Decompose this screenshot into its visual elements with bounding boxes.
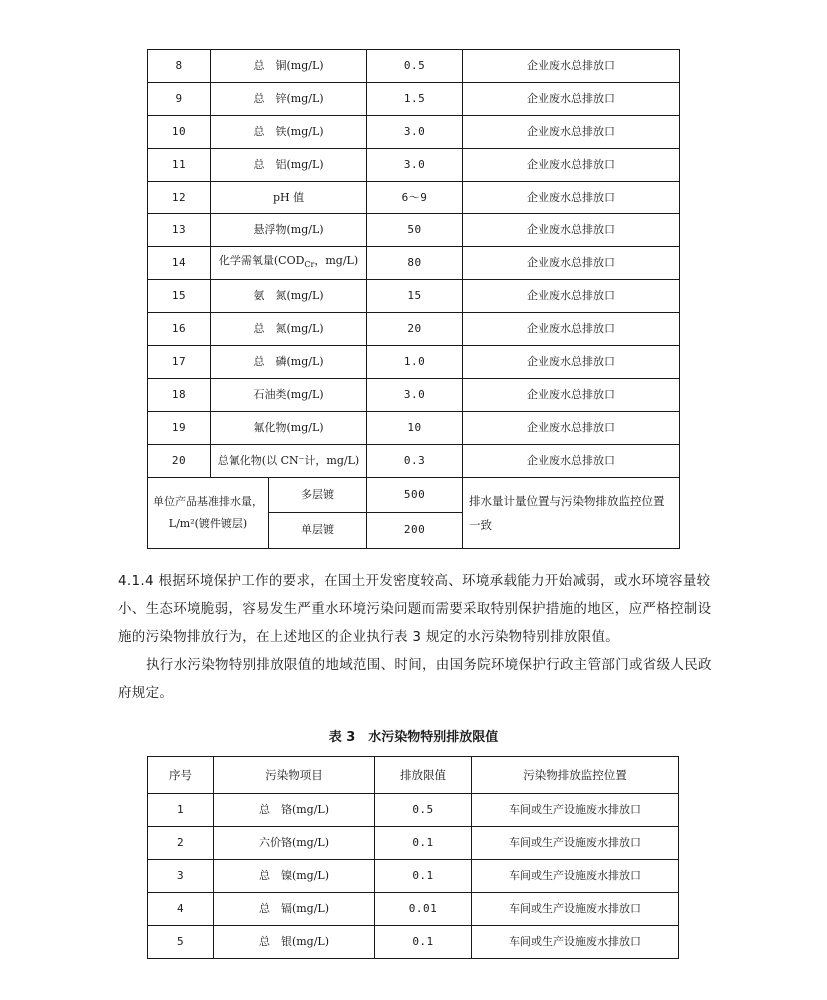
cell-no: 19 — [148, 411, 211, 444]
cell-location: 企业废水总排放口 — [463, 313, 680, 346]
cell-no: 4 — [148, 893, 214, 926]
cell-no: 12 — [148, 181, 211, 214]
cell-item: 总 铜(mg/L) — [211, 50, 367, 83]
table-row — [148, 247, 680, 280]
special-discharge-limits-table — [147, 756, 679, 959]
table-row — [148, 893, 679, 926]
table-row — [148, 860, 679, 893]
table-row — [148, 148, 680, 181]
cell-location: 企业废水总排放口 — [463, 115, 680, 148]
table-row — [148, 444, 680, 477]
cell-limit: 1.5 — [367, 82, 463, 115]
table-row — [148, 411, 680, 444]
header-item: 污染物项目 — [214, 757, 375, 794]
cell-location: 车间或生产设施废水排放口 — [472, 860, 679, 893]
cell-item: 总 镍(mg/L) — [214, 860, 375, 893]
cell-location: 企业废水总排放口 — [463, 378, 680, 411]
paragraph-special-limits-scope: 执行水污染物特别排放限值的地域范围、时间，由国务院环境保护行政主管部门或省级人民政府规定。 — [118, 657, 712, 701]
discharge-volume-row-multi — [148, 477, 680, 513]
cell-no: 15 — [148, 280, 211, 313]
cell-limit: 20 — [367, 313, 463, 346]
table-row — [148, 280, 680, 313]
single-layer-value: 200 — [367, 513, 463, 549]
table3-header-row — [148, 757, 679, 794]
table-row — [148, 50, 680, 83]
cell-no: 11 — [148, 148, 211, 181]
cell-item: 六价铬(mg/L) — [214, 827, 375, 860]
table-row — [148, 214, 680, 247]
cell-location: 企业废水总排放口 — [463, 280, 680, 313]
table-row — [148, 181, 680, 214]
multi-layer-value: 500 — [367, 477, 463, 513]
cell-no: 1 — [148, 794, 214, 827]
cell-item: pH 值 — [211, 181, 367, 214]
cell-item: 总 铝(mg/L) — [211, 148, 367, 181]
cell-limit: 15 — [367, 280, 463, 313]
item-subscript: Cr — [304, 260, 315, 270]
cell-limit: 0.01 — [375, 893, 472, 926]
cell-no: 13 — [148, 214, 211, 247]
cell-item: 总 磷(mg/L) — [211, 346, 367, 379]
cell-location: 企业废水总排放口 — [463, 50, 680, 83]
cell-no: 16 — [148, 313, 211, 346]
table-row — [148, 926, 679, 959]
cell-location: 企业废水总排放口 — [463, 214, 680, 247]
cell-item — [211, 247, 367, 280]
cell-no: 5 — [148, 926, 214, 959]
cell-limit: 50 — [367, 214, 463, 247]
discharge-volume-label: 单位产品基准排水量，L/m²(镀件镀层) — [148, 477, 269, 548]
cell-item: 总 铬(mg/L) — [214, 794, 375, 827]
cell-location: 企业废水总排放口 — [463, 444, 680, 477]
cell-item: 总氰化物(以 CN⁻计，mg/L) — [211, 444, 367, 477]
cell-limit: 3.0 — [367, 148, 463, 181]
table3-caption: 表 3 水污染物特别排放限值 — [328, 730, 499, 745]
cell-item: 总 铁(mg/L) — [211, 115, 367, 148]
header-limit: 排放限值 — [375, 757, 472, 794]
cell-location: 车间或生产设施废水排放口 — [472, 827, 679, 860]
item-text: 化学需氧量(COD — [218, 254, 305, 268]
cell-no: 18 — [148, 378, 211, 411]
cell-location: 企业废水总排放口 — [463, 247, 680, 280]
cell-limit: 3.0 — [367, 378, 463, 411]
cell-item: 总 银(mg/L) — [214, 926, 375, 959]
table-row — [148, 378, 680, 411]
cell-limit: 1.0 — [367, 346, 463, 379]
cell-no: 8 — [148, 50, 211, 83]
cell-item: 氟化物(mg/L) — [211, 411, 367, 444]
header-no: 序号 — [148, 757, 214, 794]
cell-no: 14 — [148, 247, 211, 280]
cell-item: 氨 氮(mg/L) — [211, 280, 367, 313]
header-location: 污染物排放监控位置 — [472, 757, 679, 794]
cell-location: 车间或生产设施废水排放口 — [472, 794, 679, 827]
cell-location: 企业废水总排放口 — [463, 148, 680, 181]
cell-no: 10 — [148, 115, 211, 148]
cell-item: 总 氮(mg/L) — [211, 313, 367, 346]
discharge-volume-note: 排水量计量位置与污染物排放监控位置一致 — [463, 477, 680, 548]
cell-limit: 0.5 — [375, 794, 472, 827]
cell-no: 9 — [148, 82, 211, 115]
cell-limit: 80 — [367, 247, 463, 280]
pollutant-limits-table-continued — [147, 49, 680, 549]
cell-limit: 0.1 — [375, 827, 472, 860]
cell-no: 17 — [148, 346, 211, 379]
cell-location: 企业废水总排放口 — [463, 82, 680, 115]
cell-limit: 0.5 — [367, 50, 463, 83]
cell-limit: 6～9 — [367, 181, 463, 214]
table-row — [148, 82, 680, 115]
cell-location: 车间或生产设施废水排放口 — [472, 926, 679, 959]
multi-layer-label: 多层镀 — [269, 477, 367, 513]
table-row — [148, 794, 679, 827]
paragraph-4-1-4: 4.1.4 根据环境保护工作的要求，在国土开发密度较高、环境承载能力开始减弱，或水环境容量较小、生态环境脆弱，容易发生严重水环境污染问题而需要采取特别保护措施的地区，应严格控制设施的污染物排放行为，在上述地区的企业执行表 3 规定的水污染物特别排放限值。 — [118, 573, 712, 645]
cell-limit: 3.0 — [367, 115, 463, 148]
cell-item: 石油类(mg/L) — [211, 378, 367, 411]
cell-no: 2 — [148, 827, 214, 860]
table-row — [148, 827, 679, 860]
cell-no: 20 — [148, 444, 211, 477]
cell-item: 总 镉(mg/L) — [214, 893, 375, 926]
cell-limit: 0.1 — [375, 926, 472, 959]
cell-item: 总 锌(mg/L) — [211, 82, 367, 115]
cell-location: 车间或生产设施废水排放口 — [472, 893, 679, 926]
item-suffix: ，mg/L) — [314, 254, 359, 268]
cell-limit: 0.3 — [367, 444, 463, 477]
cell-location: 企业废水总排放口 — [463, 411, 680, 444]
cell-location: 企业废水总排放口 — [463, 181, 680, 214]
cell-no: 3 — [148, 860, 214, 893]
table-row — [148, 346, 680, 379]
table-row — [148, 313, 680, 346]
table-row — [148, 115, 680, 148]
cell-limit: 0.1 — [375, 860, 472, 893]
single-layer-label: 单层镀 — [269, 513, 367, 549]
cell-limit: 10 — [367, 411, 463, 444]
cell-location: 企业废水总排放口 — [463, 346, 680, 379]
cell-item: 悬浮物(mg/L) — [211, 214, 367, 247]
